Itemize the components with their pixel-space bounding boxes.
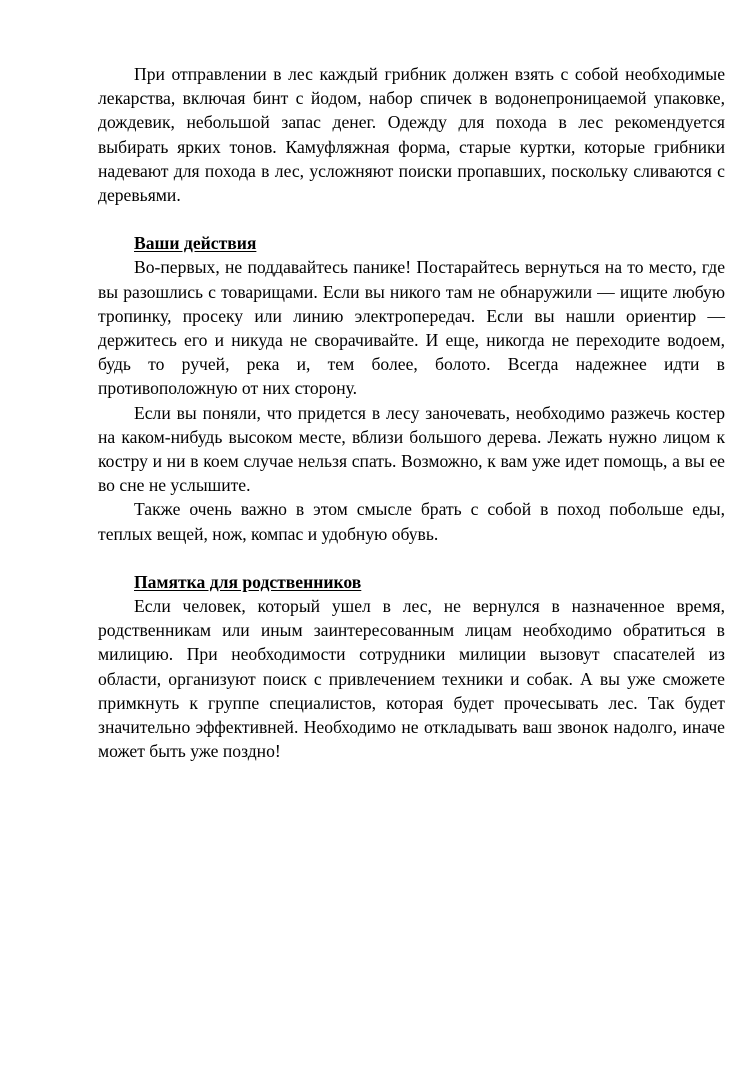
actions-paragraph-3: Также очень важно в этом смысле брать с собой в поход побольше еды, теплых вещей, нож, компас и удобную обувь. [98, 499, 725, 544]
relatives-paragraph-1: Если человек, который ушел в лес, не вернулся в назначенное время, родственникам или иным заинтересованным лицам необходимо обратиться в милицию. При необходимости сотрудники милиции вызовут спасателей из области, организуют поиск с привлечением техники и собак. А вы уже сможете примкнуть к группе специалистов, которая будет прочесывать лес. Так будет значительно эффективней. Необходимо не откладывать ваш звонок надолго, иначе может быть уже поздно! [98, 596, 725, 762]
intro-paragraph: При отправлении в лес каждый грибник должен взять с собой необходимые лекарства, включая бинт с йодом, набор спичек в водонепроницаемой упаковке, дождевик, небольшой запас денег. Одежду для похода в лес рекомендуется выбирать ярких тонов. Камуфляжная форма, старые куртки, которые грибники надевают для похода в лес, усложняют поиски пропавших, поскольку сливаются с деревьями. [98, 64, 725, 206]
document-page [98, 62, 725, 763]
section-actions [98, 231, 725, 546]
section-heading-actions: Ваши действия [134, 233, 257, 254]
section-heading-relatives: Памятка для родственников [134, 571, 362, 592]
section-relatives [98, 570, 725, 764]
actions-paragraph-1: Во-первых, не поддавайтесь панике! Постарайтесь вернуться на то место, где вы разошлись с товарищами. Если вы никого там не обнаружили — ищите любую тропинку, просеку или линию электропередач. Если вы нашли ориентир — держитесь его и никуда не сворачивайте. И еще, никогда не переходите водоем, будь то ручей, река и, тем более, болото. Всегда надежнее идти в противоположную от них сторону. [98, 257, 725, 399]
actions-paragraph-2: Если вы поняли, что придется в лесу заночевать, необходимо разжечь костер на каком-нибудь высоком месте, вблизи большого дерева. Лежать нужно лицом к костру и ни в коем случае нельзя спать. Возможно, к вам уже идет помощь, а вы ее во сне не услышите. [98, 402, 725, 496]
